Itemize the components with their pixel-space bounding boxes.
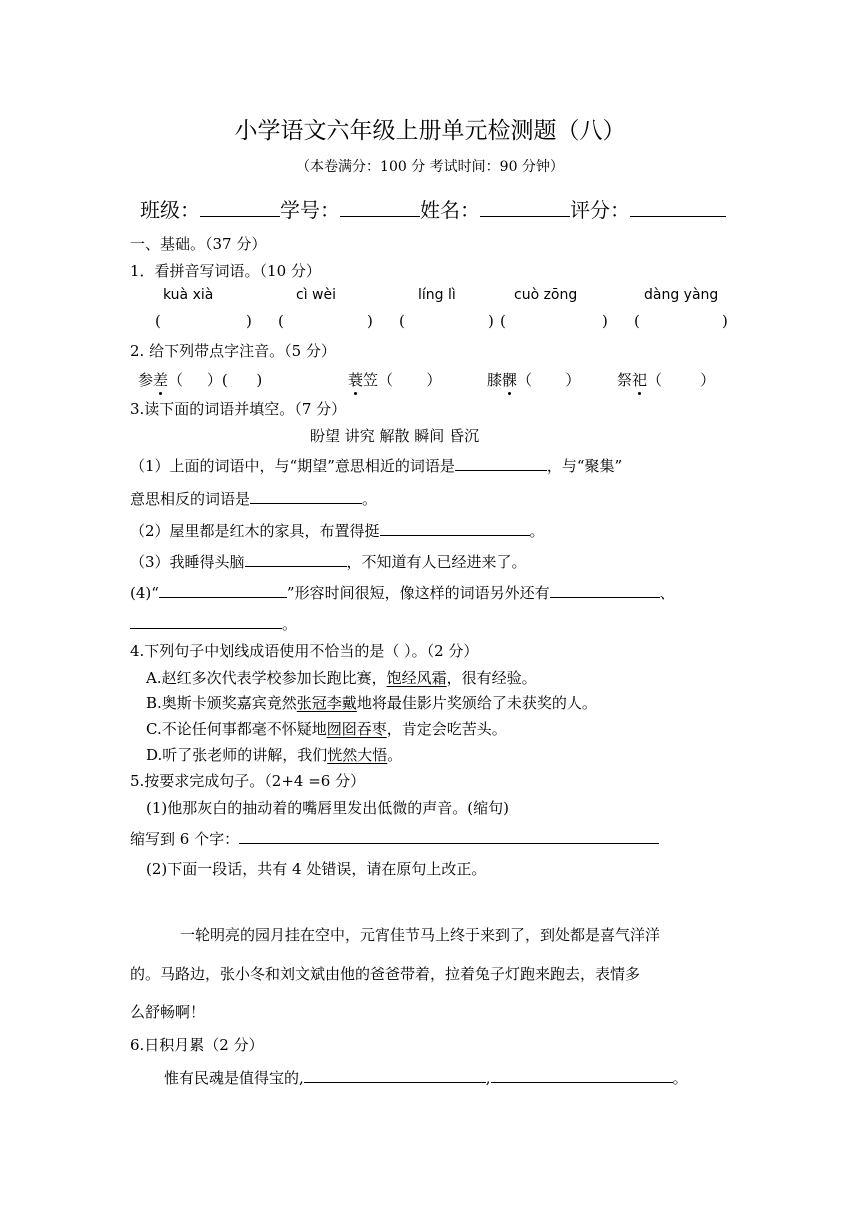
id-field[interactable] [340,196,420,217]
q5-paragraph-line-1: 一轮明亮的园月挂在空中，元宵佳节马上终于来到了，到处都是喜气洋洋 [180,926,661,944]
text: ，肯定会吃苦头。 [386,720,507,738]
answer-bracket-5[interactable]: ( [634,312,640,330]
q3-word-list: 盼望 讲究 解散 瞬间 昏沉 [310,427,480,445]
answer-blank[interactable] [491,1067,673,1083]
q3-line-4 [130,551,527,572]
page-title: 小学语文六年级上册单元检测题（八） [234,118,626,144]
answer-bracket-3-close: ) [488,312,494,330]
answer-blank[interactable] [245,551,347,567]
q3-line-1 [130,455,622,476]
text: 。 [529,522,545,540]
q5-paragraph-line-3: 么舒畅啊！ [130,1003,206,1021]
q2-word-2: 蓑笠（ ） [348,371,442,389]
q4-option-b[interactable] [146,692,597,713]
q1-heading: 1．看拼音写词语。（10 分） [130,262,321,280]
text: A.赵红多次代表学校参加长跑比赛， [146,669,387,687]
text: (4)“ [130,584,159,602]
text: 、 [659,584,675,602]
underlined-idiom: 恍然大悟 [327,746,388,764]
text: ，很有经验。 [446,669,537,687]
answer-blank[interactable] [250,488,362,504]
text: 意思相反的词语是 [130,490,251,508]
answer-blank[interactable] [239,828,659,844]
answer-blank[interactable] [380,520,530,536]
dotted-char: 祀 [632,371,648,389]
student-info-row [140,194,726,223]
text: ，不知道有人已经进来了。 [346,553,527,571]
answer-bracket-5-close: ) [722,312,728,330]
answer-bracket-3[interactable]: ( [399,312,405,330]
char: 参 [138,371,154,389]
q5-heading: 5.按要求完成句子。（2+4 =6 分） [130,772,366,790]
dotted-char: 髁 [502,371,518,389]
q4-option-a[interactable] [146,667,537,688]
underlined-idiom: 张冠李戴 [296,694,357,712]
answer-bracket-1[interactable]: ( [155,312,161,330]
pinyin-4: cuò zōng [514,287,578,303]
q3-line-2 [130,488,377,509]
answer-bracket-4[interactable]: ( [500,312,506,330]
text: ，与“聚集” [546,457,623,475]
pinyin-5: dàng yàng [644,287,719,303]
answer-bracket-2[interactable]: ( [278,312,284,330]
q6-heading: 6.日积月累（2 分） [130,1036,264,1054]
q2-heading: 2. 给下列带点字注音。（5 分） [130,342,336,360]
q4-heading: 4.下列句子中划线成语使用不恰当的是（ ）。（2 分） [130,642,479,660]
class-field[interactable] [200,196,280,217]
answer-blank[interactable] [550,582,660,598]
q5-part-2: (2)下面一段话，共有 4 处错误，请在原句上改正。 [146,860,487,878]
q3-line-5 [130,582,675,603]
text: 。 [672,1069,688,1087]
text: C.不论任何事都毫不怀疑地 [146,720,327,738]
char: 膝 [487,371,503,389]
text: （3）我睡得头脑 [130,553,245,571]
char: 祭 [617,371,633,389]
q5-answer-line [130,828,659,849]
text: D.听了张老师的讲解，我们 [146,746,328,764]
text: ”形容时间很短，像这样的词语另外还有 [286,584,550,602]
text: 。 [282,615,298,633]
text: 。 [362,490,378,508]
answer-blank[interactable] [455,455,547,471]
id-label: 学号： [280,198,340,222]
q5-paragraph-line-2: 的。马路边，张小冬和刘文斌由他的爸爸带着，拉着兔子灯跑来跑去，表情多 [130,965,641,983]
q4-option-c[interactable] [146,718,507,739]
q2-word-4: 祭祀（ ） [617,371,716,389]
text: （2）屋里都是红木的家具，布置得挺 [130,522,380,540]
text: , [485,1069,491,1087]
text: （1）上面的词语中，与“期望”意思相近的词语是 [130,457,455,475]
page-subtitle: （本卷满分：100 分 考试时间：90 分钟） [296,159,564,175]
answer-blank[interactable] [304,1067,486,1083]
underlined-idiom: 饱经风霜 [386,669,447,687]
dotted-char: 蓑 [348,371,364,389]
answer-blank[interactable] [130,613,282,629]
dotted-char: 差 [153,371,169,389]
pinyin-2: cì wèi [296,287,336,303]
pinyin-3: líng lì [418,287,456,303]
q3-line-3 [130,520,545,541]
text: 惟有民魂是值得宝的, [164,1069,304,1087]
text: 地将最佳影片奖颁给了未获奖的人。 [356,694,597,712]
text: B.奥斯卡颁奖嘉宾竟然 [146,694,297,712]
score-field[interactable] [630,196,726,217]
q6-line [164,1067,688,1088]
name-label: 姓名： [420,198,480,222]
text: 。 [387,746,403,764]
q3-line-6 [130,613,297,634]
answer-blank[interactable] [159,582,287,598]
text: 缩写到 6 个字： [130,830,240,848]
q4-option-d[interactable] [146,744,402,765]
answer-bracket-2-close: ) [367,312,373,330]
underlined-idiom: 囫囵吞枣 [326,720,387,738]
score-label: 评分： [570,198,630,222]
q2-word-3: 膝髁（ ） [487,371,581,389]
q3-heading: 3.读下面的词语并填空。（7 分） [130,400,347,418]
char: 笠 [363,371,379,389]
q5-part-1: (1)他那灰白的抽动着的嘴唇里发出低微的声音。(缩句) [146,799,509,817]
name-field[interactable] [480,196,570,217]
q2-word-1: 参差（ ）( ) [138,371,263,389]
answer-bracket-4-close: ) [602,312,608,330]
answer-bracket-1-close: ) [246,312,252,330]
section-heading: 一、基础。（37 分） [130,235,267,253]
pinyin-1: kuà xià [163,287,214,303]
class-label: 班级： [140,198,200,222]
